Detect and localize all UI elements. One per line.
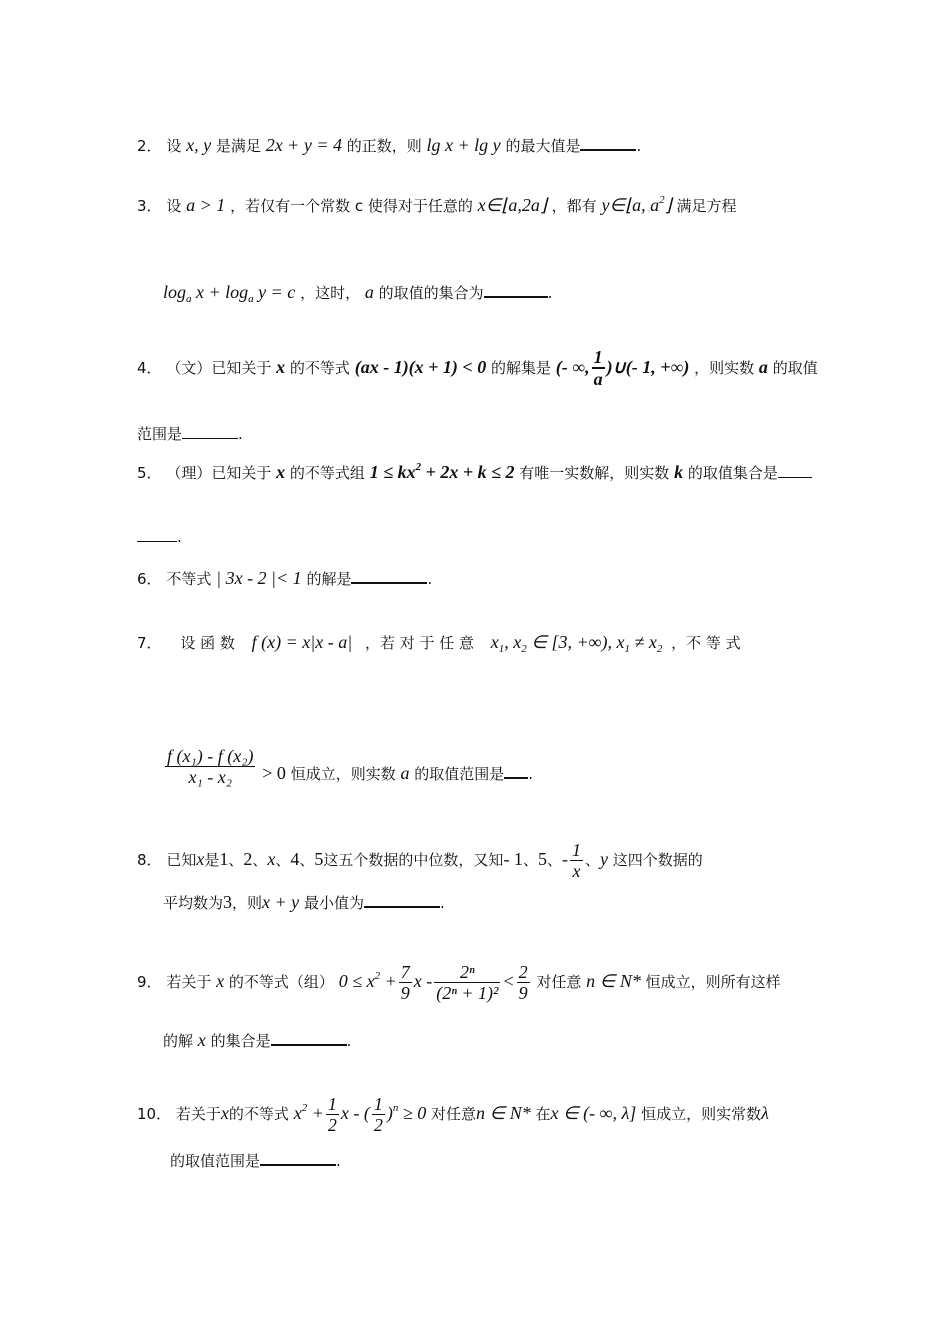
math: f (x) = x|x - a| [251,632,353,652]
text: 在 [535,1105,551,1123]
math: x [216,971,225,991]
math: x [196,849,205,869]
text: ，都有 [551,197,597,215]
math: x∈⌊a,2a⌋ [477,195,547,215]
text: . [547,284,553,302]
math: y [599,849,608,869]
math: x [267,849,276,869]
problem-3-line-1 [137,195,736,216]
problem-9-line-2 [163,1030,351,1051]
text: 设 [166,137,182,155]
math: 2 [243,849,253,869]
math: x ∈ (- ∞, λ] [550,1103,637,1123]
text: 不等式 [166,570,212,588]
text: . [336,1152,341,1170]
math: 4 [290,849,300,869]
answer-blank [778,463,812,478]
math: n ∈ N* [476,1103,531,1123]
problem-number: 5． [137,464,162,482]
text: 若关于 [166,973,212,991]
text: 的解是 [306,570,352,588]
separator: 、 [584,851,600,869]
problem-number: 10． [137,1105,172,1123]
math: a > 1 [186,195,226,215]
separator: 、 [522,851,538,869]
answer-blank [580,135,636,151]
math: lg x + lg y [426,135,501,155]
problem-5-line-1 [137,462,812,483]
math: 3 [223,892,233,912]
separator: 、 [299,851,315,869]
math: | 3x - 2 |< 1 [216,568,302,588]
math: (ax - 1)(x + 1) < 0 [354,357,487,377]
text: 设 [166,197,182,215]
math: a [758,357,768,377]
answer-blank [137,527,177,542]
math: x, y [186,135,212,155]
problem-8-line-1 [137,840,703,881]
text: 的取值 [772,359,818,377]
math: x [276,462,286,482]
problem-7-line-1 [137,632,741,653]
problem-3-line-2 [163,282,552,303]
text: . [427,570,433,588]
problem-8-line-2 [163,892,445,913]
math: $x_1$, $x_2$ ∈ [3, +∞), $x_1 \ne x_2$ [490,632,663,655]
text: 的取值的集合为 [378,284,484,302]
text: 的不等式 [289,359,350,377]
problem-number: 6． [137,570,162,588]
math: - 1 [503,849,523,869]
answer-blank [351,568,427,584]
problem-number: 8． [137,851,162,869]
math: > 0 [262,763,286,783]
text: （理）已知关于 [166,464,272,482]
problem-4-line-1 [137,347,818,389]
text: ，这时， [300,284,361,302]
text: 恒成立，则所有这样 [645,973,781,991]
text: 已知 [166,851,197,869]
answer-blank [504,763,528,779]
text: 设 函 数 [180,634,235,652]
math: - [561,849,568,869]
math: λ [761,1103,769,1123]
problem-7-line-2 [163,746,533,787]
problem-4-line-2 [137,424,243,444]
text: 的集合是 [210,1032,271,1050]
text: 范围是 [137,425,183,443]
text: 是 [204,851,220,869]
math: x [276,357,286,377]
text: 平均数为 [163,894,224,912]
text: . [528,765,534,783]
answer-blank [364,892,440,908]
text: 的不等式组 [289,464,365,482]
math: a [400,763,410,783]
text: 的不等式（组） [228,973,334,991]
text: 这四个数据的 [612,851,703,869]
text: 对任意 [431,1105,477,1123]
math: $1 \le kx^2 + 2x + k \le 2$ [369,461,515,482]
text: . [346,1032,352,1050]
text: ，则实数 [694,359,755,377]
text: 满足方程 [676,197,737,215]
math: k [674,462,684,482]
answer-blank [484,282,548,298]
text: （文）已知关于 [166,359,272,377]
math: $x^2$ + $\frac{1}{2}$ x - ( $\frac{1}{2}$ )$^n$ ≥ 0 [293,1094,427,1135]
text: 的取值范围是 [170,1152,261,1170]
text: 的正数，则 [346,137,422,155]
text: ，若仅有一个常数 c 使得对于任意的 [230,197,473,215]
math: x + y [262,892,300,912]
math: 1 [219,849,229,869]
math: a [364,282,374,302]
text: 最小值为 [303,894,364,912]
math: (- ∞, $\frac{1}{a}$ )∪(- 1, +∞) [555,347,690,389]
math: n ∈ N* [586,971,641,991]
text: ，则 [232,894,263,912]
math: $0 \le x^2$ + $\frac{7}{9}$ x - $\frac{\text{2ⁿ}}{\text{(2ⁿ + 1)²}}$ < $\frac{2}{9}$ [338,962,528,1003]
text: 的不等式 [228,1105,289,1123]
math: 2x + y = 4 [265,135,342,155]
problem-5-line-2 [137,527,182,547]
text: 的取值范围是 [414,765,505,783]
text: 的取值集合是 [687,464,778,482]
answer-blank [260,1150,336,1166]
problem-number: 4． [137,359,162,377]
problem-2 [137,135,641,156]
fraction: $\frac{\text{f (x₁) - f (x₂)}}{\text{x₁ - x₂}}$ [167,746,254,787]
math: 5 [537,849,547,869]
text: 这五个数据的中位数，又知 [323,851,504,869]
fraction: $\frac{1}{x}$ [571,840,581,881]
answer-blank [182,424,238,439]
text: ，不 等 式 [671,634,741,652]
math: x [197,1030,206,1050]
problem-10-line-2 [170,1150,341,1171]
text: 的最大值是 [505,137,581,155]
text: . [439,894,445,912]
separator: 、 [228,851,244,869]
separator: 、 [546,851,562,869]
math: 5 [314,849,324,869]
problem-9-line-1 [137,962,781,1003]
text: . [177,528,182,546]
separator: 、 [275,851,291,869]
text: 对任意 [536,973,582,991]
text: 有唯一实数解，则实数 [519,464,670,482]
problem-number: 9． [137,973,162,991]
text: 的解 [163,1032,194,1050]
math: y∈⌊a, $a^2⌋$ [601,194,672,215]
problem-number: 3． [137,197,162,215]
text: . [238,425,243,443]
problem-number: 7． [137,634,162,652]
problem-number: 2． [137,137,162,155]
text: 恒成立，则实常数 [641,1105,762,1123]
text: 的解集是 [490,359,551,377]
text: 若关于 [175,1105,221,1123]
math: x [220,1103,229,1123]
answer-blank [271,1030,347,1046]
text: ，若 对 于 任 意 [364,634,475,652]
text: 恒成立，则实数 [290,765,396,783]
separator: 、 [252,851,268,869]
math: $\log_a x + \log_a y = c$ [163,282,296,305]
text: 是满足 [215,137,261,155]
problem-6 [137,568,432,589]
problem-10-line-1 [137,1094,769,1135]
text: . [636,137,642,155]
